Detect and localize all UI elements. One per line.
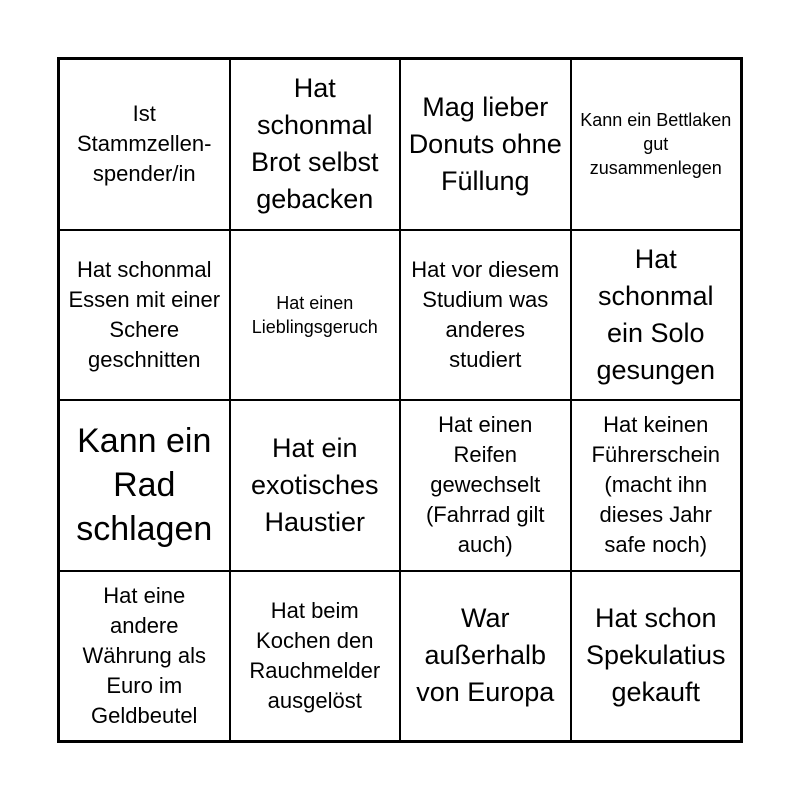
bingo-cell-text: Hat eine andere Währung als Euro im Geldbeutel [82,582,206,728]
bingo-cell-text: Hat vor diesem Studium was anderes studiert [411,256,560,372]
bingo-cell[interactable] [230,400,401,571]
bingo-cell-text: Hat einen Lieblingsgeruch [251,292,378,337]
bingo-cell-text: Hat schonmal ein Solo gesungen [596,243,716,385]
bingo-cell-text: Mag lieber Donuts ohne Füllung [408,91,562,196]
bingo-cell[interactable] [400,230,571,401]
bingo-cell[interactable] [400,571,571,742]
bingo-cell-text: Hat beim Kochen den Rauchmelder ausgelöst [249,597,381,713]
bingo-cell[interactable] [59,571,230,742]
bingo-cell[interactable] [400,59,571,230]
bingo-cell-text: Hat schon Spekulatius gekauft [585,603,726,708]
bingo-cell[interactable] [571,400,742,571]
bingo-cell[interactable] [230,230,401,401]
bingo-cell[interactable] [59,230,230,401]
bingo-cell-text: Hat ein exotisches Haustier [250,432,379,537]
bingo-cell-text: Hat schonmal Essen mit einer Schere geschnitten [68,256,221,372]
bingo-cell-text: Kann ein Rad schlagen [76,422,213,549]
bingo-cell[interactable] [571,571,742,742]
bingo-cell-text: Ist Stammzellen-spender/in [77,101,212,187]
bingo-cell-text: Hat einen Reifen gewechselt (Fahrrad gilt auch) [425,412,545,558]
bingo-board [57,57,743,743]
bingo-cell-text: War außerhalb von Europa [416,603,555,708]
bingo-cell-text: Kann ein Bettlaken gut zusammenlegen [580,110,732,179]
bingo-cell[interactable] [571,230,742,401]
bingo-cell[interactable] [400,400,571,571]
bingo-cell[interactable] [571,59,742,230]
bingo-cell-text: Hat schonmal Brot selbst gebacken [250,73,379,215]
bingo-cell[interactable] [230,59,401,230]
bingo-cell[interactable] [59,59,230,230]
bingo-cell[interactable] [230,571,401,742]
bingo-cell[interactable] [59,400,230,571]
bingo-cell-text: Hat keinen Führerschein (macht ihn dieses Jahr safe noch) [591,412,720,558]
